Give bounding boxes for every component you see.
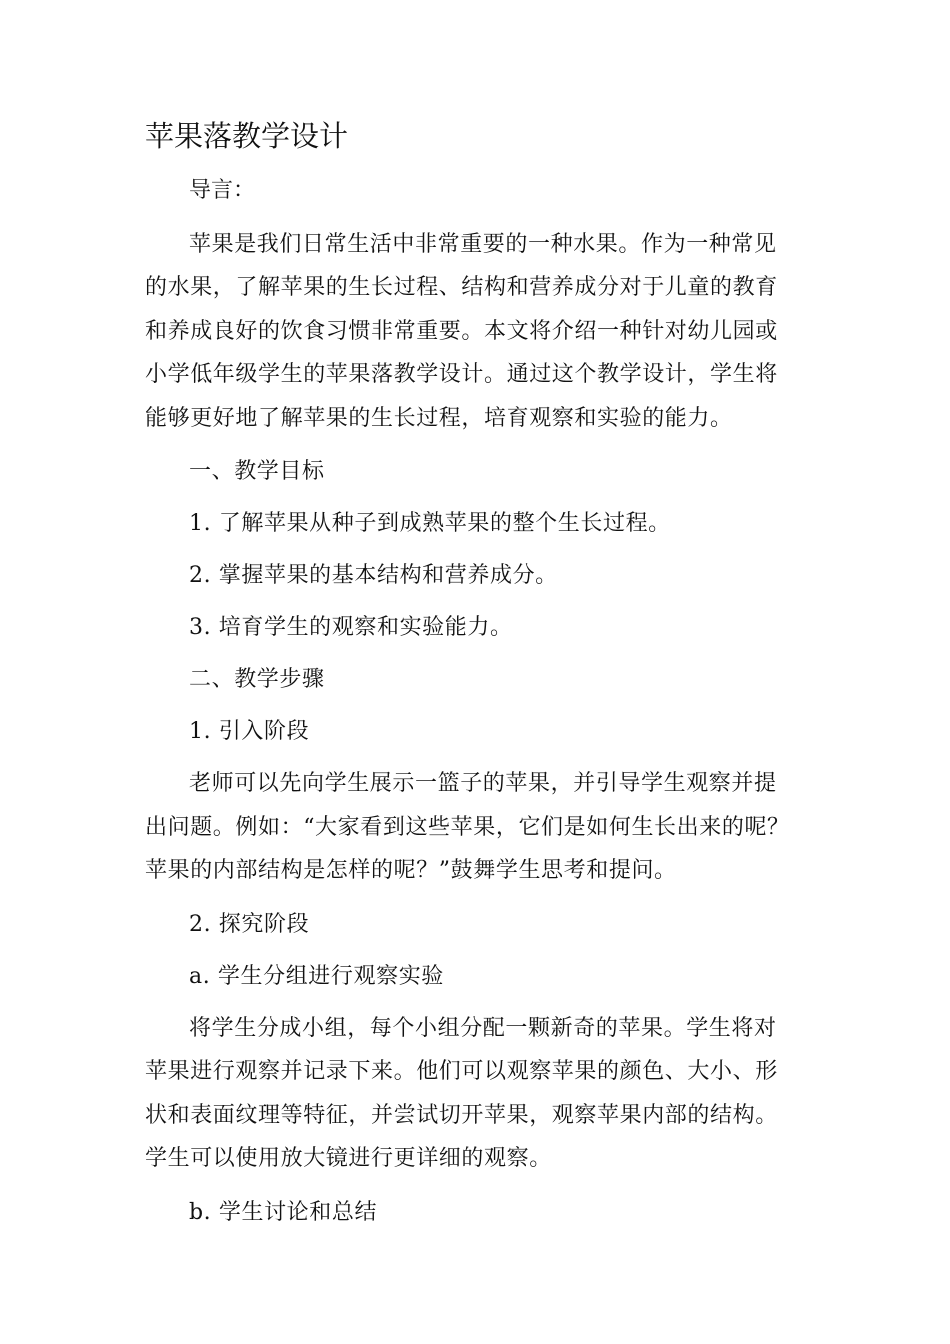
goal-item: 1. 了解苹果从种子到成熟苹果的整个生长过程。 [189,511,671,536]
section-heading-goals: 一、教学目标 [189,459,325,484]
substep-observe-paragraph: 将学生分成小组，每个小组分配一颗新奇的苹果。学生将对苹果进行观察并记录下来。他们可以观察苹果的颜色、大小、形状和表面纹理等特征，并尝试切开苹果，观察苹果内部的结构。学生可以使用放大镜进行更详细的观察。 [145,1015,778,1171]
document-body [145,116,797,1243]
goal-item: 3. 培育学生的观察和实验能力。 [189,615,513,640]
substep-heading-discuss: b. 学生讨论和总结 [189,1199,378,1225]
step-intro-paragraph: 老师可以先向学生展示一篮子的苹果，并引导学生观察并提出问题。例如：“大家看到这些苹果，它们是如何生长出来的呢？苹果的内部结构是怎样的呢？”鼓舞学生思考和提问。 [145,771,790,883]
section-heading-steps: 二、教学步骤 [189,667,325,692]
goal-item: 2. 掌握苹果的基本结构和营养成分。 [189,563,558,588]
intro-paragraph: 苹果是我们日常生活中非常重要的一种水果。作为一种常见的水果，了解苹果的生长过程、结构和营养成分对于儿童的教育和养成良好的饮食习惯非常重要。本文将介绍一种针对幼儿园或小学低年级学生的苹果落教学设计。通过这个教学设计，学生将能够更好地了解苹果的生长过程，培育观察和实验的能力。 [145,231,778,431]
intro-label: 导言： [189,178,256,203]
step-heading-intro: 1. 引入阶段 [189,719,310,744]
document-title: 苹果落教学设计 [145,119,349,153]
step-heading-explore: 2. 探究阶段 [189,911,310,937]
substep-heading-observe: a. 学生分组进行观察实验 [189,963,444,989]
